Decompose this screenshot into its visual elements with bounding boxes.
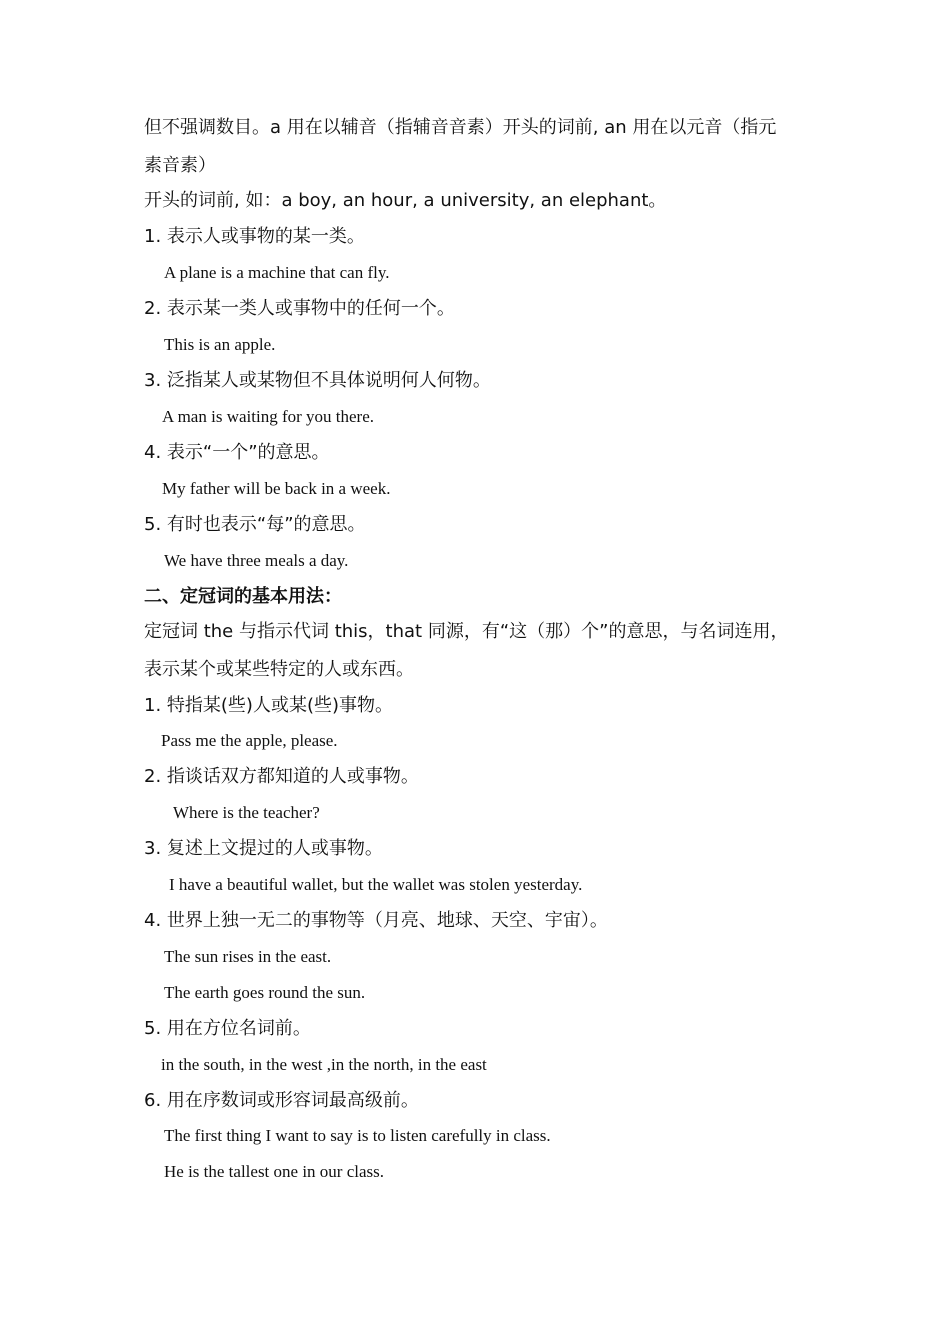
definite-example-3: I have a beautiful wallet, but the wallet was stolen yesterday. [169,875,583,894]
definite-desc-line-2: 表示某个或某些特定的人或东西。 [144,659,414,680]
indefinite-example-4: My father will be back in a week. [162,479,391,498]
definite-example-2: Where is the teacher? [173,803,320,822]
definite-rule-5: 5. 用在方位名词前。 [144,1018,311,1039]
indefinite-example-5: We have three meals a day. [164,551,349,570]
definite-example-1: Pass me the apple, please. [161,731,338,750]
indefinite-example-2: This is an apple. [164,335,276,354]
indefinite-rule-3: 3. 泛指某人或某物但不具体说明何人何物。 [144,370,491,391]
intro-line-1: 但不强调数目。a 用在以辅音（指辅音音素）开头的词前, an 用在以元音（指元 [144,117,777,138]
definite-rule-4: 4. 世界上独一无二的事物等（月亮、地球、天空、宇宙）。 [144,910,608,931]
indefinite-rule-1: 1. 表示人或事物的某一类。 [144,226,365,247]
definite-example-4a: The sun rises in the east. [164,947,332,966]
definite-example-6a: The first thing I want to say is to listen carefully in class. [164,1126,551,1145]
indefinite-rule-2: 2. 表示某一类人或事物中的任何一个。 [144,298,455,319]
definite-rule-3: 3. 复述上文提过的人或事物。 [144,838,383,859]
section-heading: 二、定冠词的基本用法： [144,586,342,607]
indefinite-rule-4: 4. 表示“一个”的意思。 [144,442,330,463]
indefinite-rule-5: 5. 有时也表示“每”的意思。 [144,514,366,535]
definite-desc-line-1: 定冠词 the 与指示代词 this，that 同源，有“这（那）个”的意思，与名词连用， [144,621,789,642]
definite-example-6b: He is the tallest one in our class. [164,1162,385,1181]
intro-line-2: 素音素） [144,155,216,176]
intro-line-3: 开头的词前, 如：a boy, an hour, a university, an elephant。 [144,190,667,211]
definite-rule-2: 2. 指谈话双方都知道的人或事物。 [144,766,419,787]
definite-example-4b: The earth goes round the sun. [164,983,366,1002]
indefinite-example-3: A man is waiting for you there. [162,407,374,426]
definite-example-5: in the south, in the west ,in the north, in the east [161,1055,487,1074]
definite-rule-6: 6. 用在序数词或形容词最高级前。 [144,1090,419,1111]
definite-rule-1: 1. 特指某(些)人或某(些)事物。 [144,695,393,716]
indefinite-example-1: A plane is a machine that can fly. [164,263,390,282]
